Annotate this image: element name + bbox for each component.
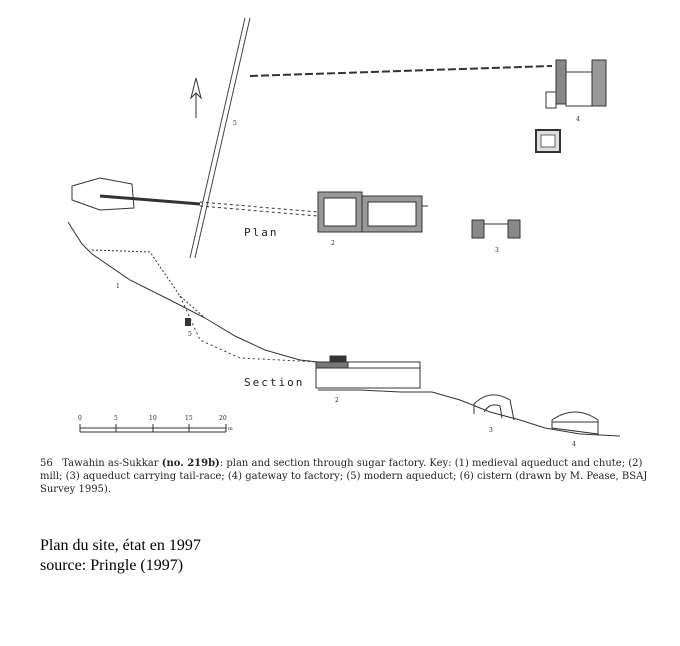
scale-tick-20: 20 — [219, 415, 227, 422]
scale-bar — [80, 424, 226, 432]
tail-race-aqueduct-plan — [472, 220, 520, 238]
caption-number: 56 — [40, 458, 53, 469]
gateway-structure — [546, 60, 606, 108]
caption-ref: (no. 219b) — [161, 458, 220, 469]
modern-aqueduct-section — [185, 318, 191, 326]
scale-tick-0: 0 — [78, 415, 82, 422]
scale-tick-10: 10 — [149, 415, 157, 422]
plan-marker-4: 4 — [576, 116, 580, 123]
scale-unit: m — [228, 426, 233, 432]
plan-connector-top — [250, 66, 552, 76]
north-arrow-icon — [191, 78, 201, 118]
plan-marker-3: 3 — [495, 247, 499, 254]
medieval-aqueduct-plan — [72, 178, 318, 216]
site-note — [40, 536, 201, 576]
scale-tick-5: 5 — [114, 415, 118, 422]
figure-caption — [40, 457, 650, 496]
note-line-1: Plan du site, état en 1997 — [40, 537, 201, 554]
plan-label: Plan — [244, 226, 279, 239]
section-marker-5: 5 — [188, 331, 192, 338]
section-marker-3: 3 — [489, 427, 493, 434]
plan-marker-5: 5 — [233, 120, 237, 127]
scale-tick-15: 15 — [185, 415, 193, 422]
caption-text: : plan and section through sugar factory. Key: (1) medieval aqueduct and chute; (2) mill; (3) aqueduct carrying tail-race; (4) gateway to factory; (5) modern aqueduct; (6) cistern (drawn by M. Pease, BSAJ Survey 1995). — [40, 458, 648, 495]
section-marker-4: 4 — [572, 441, 576, 448]
caption-title: Tawahin as-Sukkar — [62, 458, 159, 469]
mill-plan — [318, 192, 428, 232]
section-ground-line — [68, 222, 620, 436]
plan-marker-2: 2 — [331, 240, 335, 247]
note-source: source: Pringle (1997) — [40, 557, 184, 574]
arch-section — [474, 395, 514, 420]
section-marker-1: 1 — [116, 283, 120, 290]
section-marker-2: 2 — [335, 397, 339, 404]
section-label: Section — [244, 376, 305, 389]
modern-aqueduct — [190, 18, 250, 258]
mill-section — [316, 356, 420, 388]
